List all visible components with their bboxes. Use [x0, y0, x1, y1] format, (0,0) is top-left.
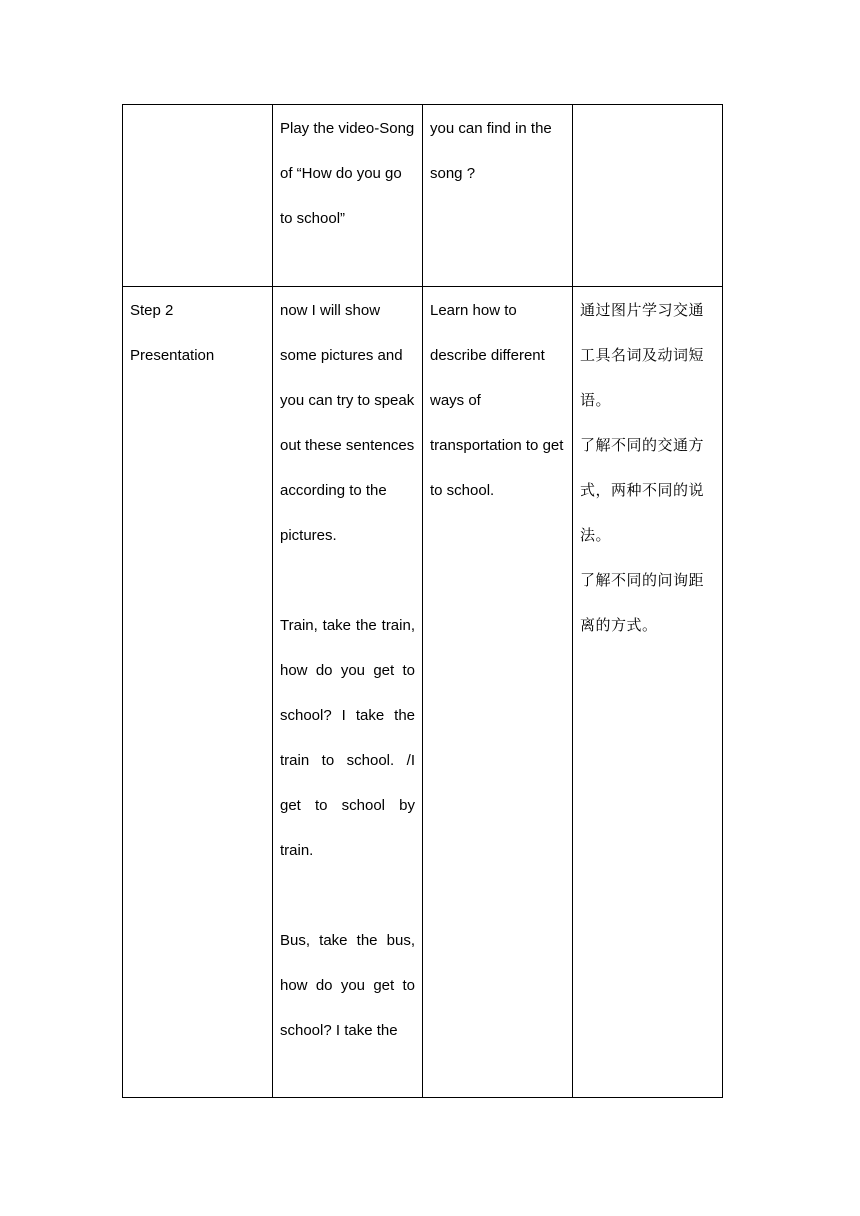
teacher-activity-intro: now I will show some pictures and you can try to speak out these sentences according to the pictures.	[280, 302, 415, 544]
paragraph-spacer	[280, 558, 415, 603]
teacher-activity-text: Play the video-Song of “How do you go to school”	[280, 120, 415, 227]
teacher-activity-cell	[273, 287, 423, 1098]
step-cell	[123, 287, 273, 1098]
student-activity-text: Learn how to describe different ways of transportation to get to school.	[430, 302, 564, 499]
student-activity-cell	[423, 105, 573, 287]
teacher-activity-bus: Bus, take the bus, how do you get to school? I take the	[280, 932, 415, 1039]
teacher-activity-cell	[273, 105, 423, 287]
purpose-cell	[573, 287, 723, 1098]
purpose-text-3: 了解不同的问询距离的方式。	[580, 571, 705, 634]
lesson-plan-table	[122, 104, 723, 1098]
step-label: Step 2	[130, 302, 174, 319]
teacher-activity-train: Train, take the train, how do you get to school? I take the train to school. /I get to school by train.	[280, 617, 415, 859]
table-row	[123, 105, 723, 287]
student-activity-cell	[423, 287, 573, 1098]
step-cell	[123, 105, 273, 287]
student-activity-text: you can find in the song ?	[430, 120, 552, 182]
step-name: Presentation	[130, 347, 215, 364]
paragraph-spacer	[280, 873, 415, 918]
table-row	[123, 287, 723, 1098]
purpose-text-2: 了解不同的交通方式，两种不同的说法。	[580, 436, 705, 544]
purpose-text-1: 通过图片学习交通工具名词及动词短语。	[580, 301, 705, 409]
purpose-cell	[573, 105, 723, 287]
